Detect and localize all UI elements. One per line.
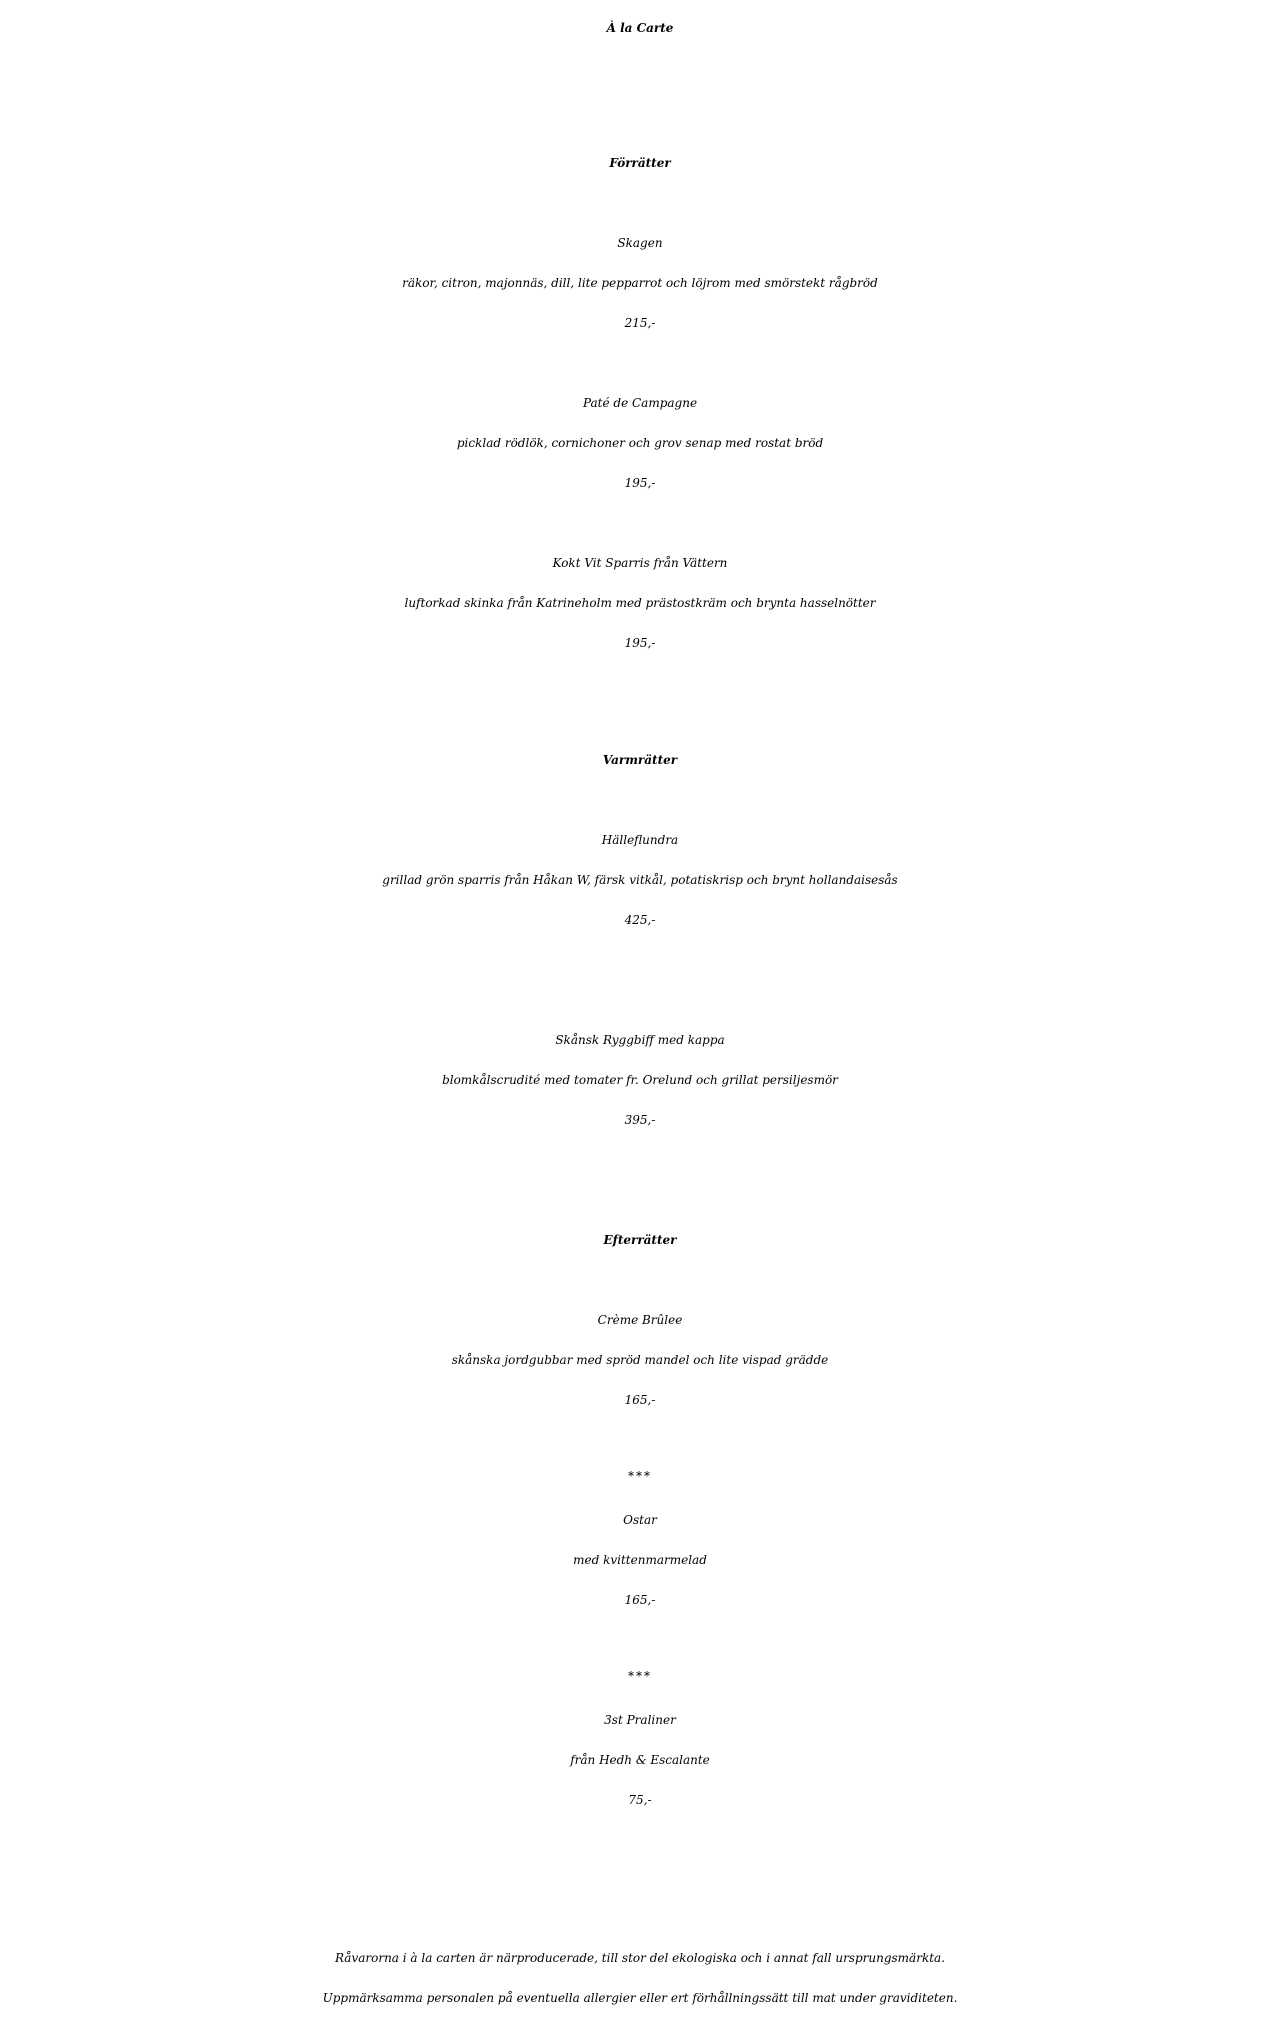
section-heading-forratter: Förrätter xyxy=(609,156,671,170)
section-heading-varmratter: Varmrätter xyxy=(602,753,678,767)
dish-name: 3st Praliner xyxy=(604,1713,676,1727)
dish-name: Skagen xyxy=(617,236,663,250)
dish-name: Crème Brûlee xyxy=(597,1313,683,1327)
dish-price: 195,- xyxy=(624,636,656,650)
dish-separator: *** xyxy=(628,1669,652,1683)
dish-name: Skånsk Ryggbiff med kappa xyxy=(555,1033,725,1047)
dish-name: Ostar xyxy=(623,1513,657,1527)
dish-description: räkor, citron, majonnäs, dill, lite pepparrot och löjrom med smörstekt rågbröd xyxy=(402,276,878,290)
dish-name: Paté de Campagne xyxy=(582,396,698,410)
page-title: À la Carte xyxy=(606,21,674,35)
dish-price: 395,- xyxy=(624,1113,656,1127)
dish-description: från Hedh & Escalante xyxy=(570,1753,710,1767)
dish-description: blomkålscrudité med tomater fr. Orelund och grillat persiljesmör xyxy=(442,1073,838,1087)
dish-description: picklad rödlök, cornichoner och grov senap med rostat bröd xyxy=(456,436,824,450)
footer-note-allergies: Uppmärksamma personalen på eventuella allergier eller ert förhållningssätt till mat under graviditeten. xyxy=(322,1991,958,2005)
dish-description: luftorkad skinka från Katrineholm med prästostkräm och brynta hasselnötter xyxy=(404,596,876,610)
dish-name: Kokt Vit Sparris från Vättern xyxy=(552,556,728,570)
dish-description: grillad grön sparris från Håkan W, färsk vitkål, potatiskrisp och brynt hollandaisesås xyxy=(382,873,898,887)
dish-description: skånska jordgubbar med spröd mandel och lite vispad grädde xyxy=(451,1353,829,1367)
dish-name: Hälleflundra xyxy=(601,833,679,847)
dish-separator: *** xyxy=(628,1469,652,1483)
dish-price: 215,- xyxy=(624,316,656,330)
footer-note-sourcing: Råvarorna i à la carten är närproducerade, till stor del ekologiska och i annat fall ursprungsmärkta. xyxy=(334,1951,946,1965)
dish-price: 195,- xyxy=(624,476,656,490)
dish-price: 165,- xyxy=(624,1593,656,1607)
section-heading-efterratter: Efterrätter xyxy=(603,1233,677,1247)
dish-price: 165,- xyxy=(624,1393,656,1407)
dish-price: 425,- xyxy=(624,913,656,927)
dish-description: med kvittenmarmelad xyxy=(573,1553,707,1567)
dish-price: 75,- xyxy=(628,1793,652,1807)
